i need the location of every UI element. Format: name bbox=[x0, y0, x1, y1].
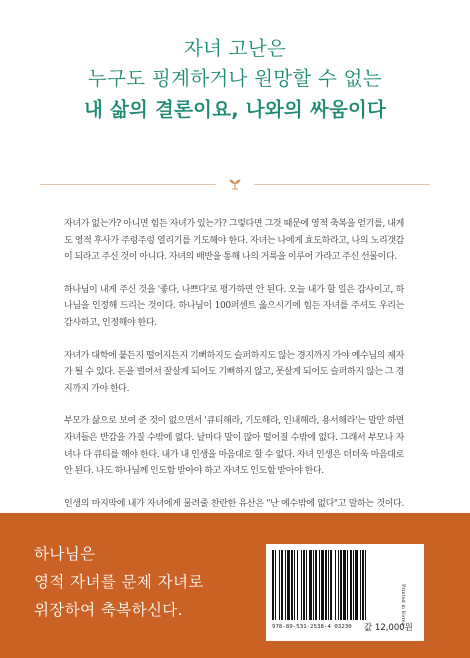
bottom-band bbox=[0, 513, 470, 658]
ornament-divider bbox=[40, 178, 430, 190]
barcode-bar bbox=[303, 550, 305, 620]
cover-quote bbox=[34, 540, 204, 624]
isbn-number: 978-89-531-2538-4 03230 bbox=[272, 624, 352, 630]
barcode-bar bbox=[285, 550, 286, 620]
price: 값 12,000원 bbox=[364, 623, 413, 633]
quote-line-3: 위장하여 축복하신다. bbox=[34, 601, 184, 619]
barcode-bar bbox=[330, 550, 332, 620]
headline-line-3: 내 삶의 결론이요, 나와의 싸움이다 bbox=[83, 98, 387, 121]
barcode-bar bbox=[360, 550, 361, 620]
barcode-bar bbox=[362, 550, 364, 620]
paragraph: 인생의 마지막에 내가 자녀에게 물려줄 찬란한 유산은 "난 예수밖에 없다"고 말하는 것이다. bbox=[64, 498, 404, 509]
barcode-bar bbox=[319, 550, 320, 620]
barcode-bar bbox=[301, 550, 302, 620]
barcode-bar bbox=[335, 550, 336, 620]
barcode-bar bbox=[355, 550, 358, 620]
barcode-bar bbox=[294, 550, 295, 620]
barcode-bar bbox=[365, 550, 366, 620]
barcode-bar bbox=[328, 550, 329, 620]
barcode-bar bbox=[279, 550, 280, 620]
paragraph: 자녀가 대학에 붙든지 떨어지든지 기뻐하지도 슬퍼하지도 않는 경지까지 가야 예수님의 제자가 될 수 있다. 돈을 벌어서 잘살게 되어도 기뻐하지 않고, 못살게 되어도 슬퍼하지 않는 그 경지까지 가야 한다. bbox=[64, 350, 404, 394]
printed-in-label: Printed in Korea bbox=[400, 584, 406, 626]
paragraph: 하나님이 내게 주신 것을 '좋다, 나쁘다'로 평가하면 안 된다. 오늘 내가 할 일은 감사이고, 하나님을 인정해 드리는 것이다. 하나님이 100퍼센트 옳으시기에 힘든 자녀를 주셔도 우리는 감사하고, 인정해야 한다. bbox=[64, 284, 404, 328]
headline bbox=[0, 34, 470, 126]
barcode-bar bbox=[325, 550, 327, 620]
divider-line-right bbox=[254, 184, 430, 185]
quote-line-1: 하나님은 bbox=[34, 545, 96, 563]
barcode-bar bbox=[309, 550, 312, 620]
barcode-bar bbox=[287, 550, 290, 620]
sprout-icon bbox=[226, 178, 244, 190]
barcode-bar bbox=[275, 550, 276, 620]
barcode-bar bbox=[338, 550, 339, 620]
paragraph: 부모가 삶으로 보여 준 것이 없으면서 '큐티해라, 기도해라, 인내해라, 용서해라'는 말만 하면 자녀들은 반감을 가질 수밖에 없다. 날마다 말이 많아 떨어질 수밖에 없다. 그래서 부모나 자녀나 다 큐티를 해야 한다. 내가 내 인생을 마음대로 할 수 없다. 자녀 인생은 더더욱 마음대로 안 된다. 나도 하나님께 인도함 받아야 하고 자녀도 인도함 받아야 한다. bbox=[64, 416, 404, 477]
barcode-bar bbox=[313, 550, 314, 620]
barcode-box bbox=[266, 544, 424, 641]
barcode-bar bbox=[340, 550, 342, 620]
barcode-bar bbox=[291, 550, 293, 620]
barcode-bar bbox=[353, 550, 354, 620]
divider-line-left bbox=[40, 184, 216, 185]
barcode-bar bbox=[272, 550, 274, 620]
barcode-bar bbox=[350, 550, 352, 620]
body-text bbox=[64, 216, 404, 545]
quote-line-2: 영적 자녀를 문제 자녀로 bbox=[34, 573, 204, 591]
barcode-bar bbox=[297, 550, 298, 620]
paragraph: 자녀가 없는가? 아니면 힘든 자녀가 있는가? 그렇다면 그것 때문에 영적 축복을 얻기를, 내게도 영적 후사가 주렁주렁 열리기를 기도해야 한다. 자녀는 나에게 효도하라고, 나의 노리갯감이 되라고 주신 것이 아니다. 자녀의 배반을 통해 나의 거룩을 이루어 가라고 주신 선물이다. bbox=[64, 219, 404, 263]
headline-line-2: 누구도 핑계하거나 원망할 수 없는 bbox=[88, 67, 382, 90]
headline-line-1: 자녀 고난은 bbox=[183, 37, 287, 60]
barcode-bar bbox=[343, 550, 346, 620]
barcode-bar bbox=[315, 550, 317, 620]
barcode-bar bbox=[347, 550, 348, 620]
barcode-bar bbox=[306, 550, 307, 620]
barcode-bar bbox=[321, 550, 324, 620]
barcode-bar bbox=[281, 550, 283, 620]
barcode-icon bbox=[272, 550, 400, 620]
